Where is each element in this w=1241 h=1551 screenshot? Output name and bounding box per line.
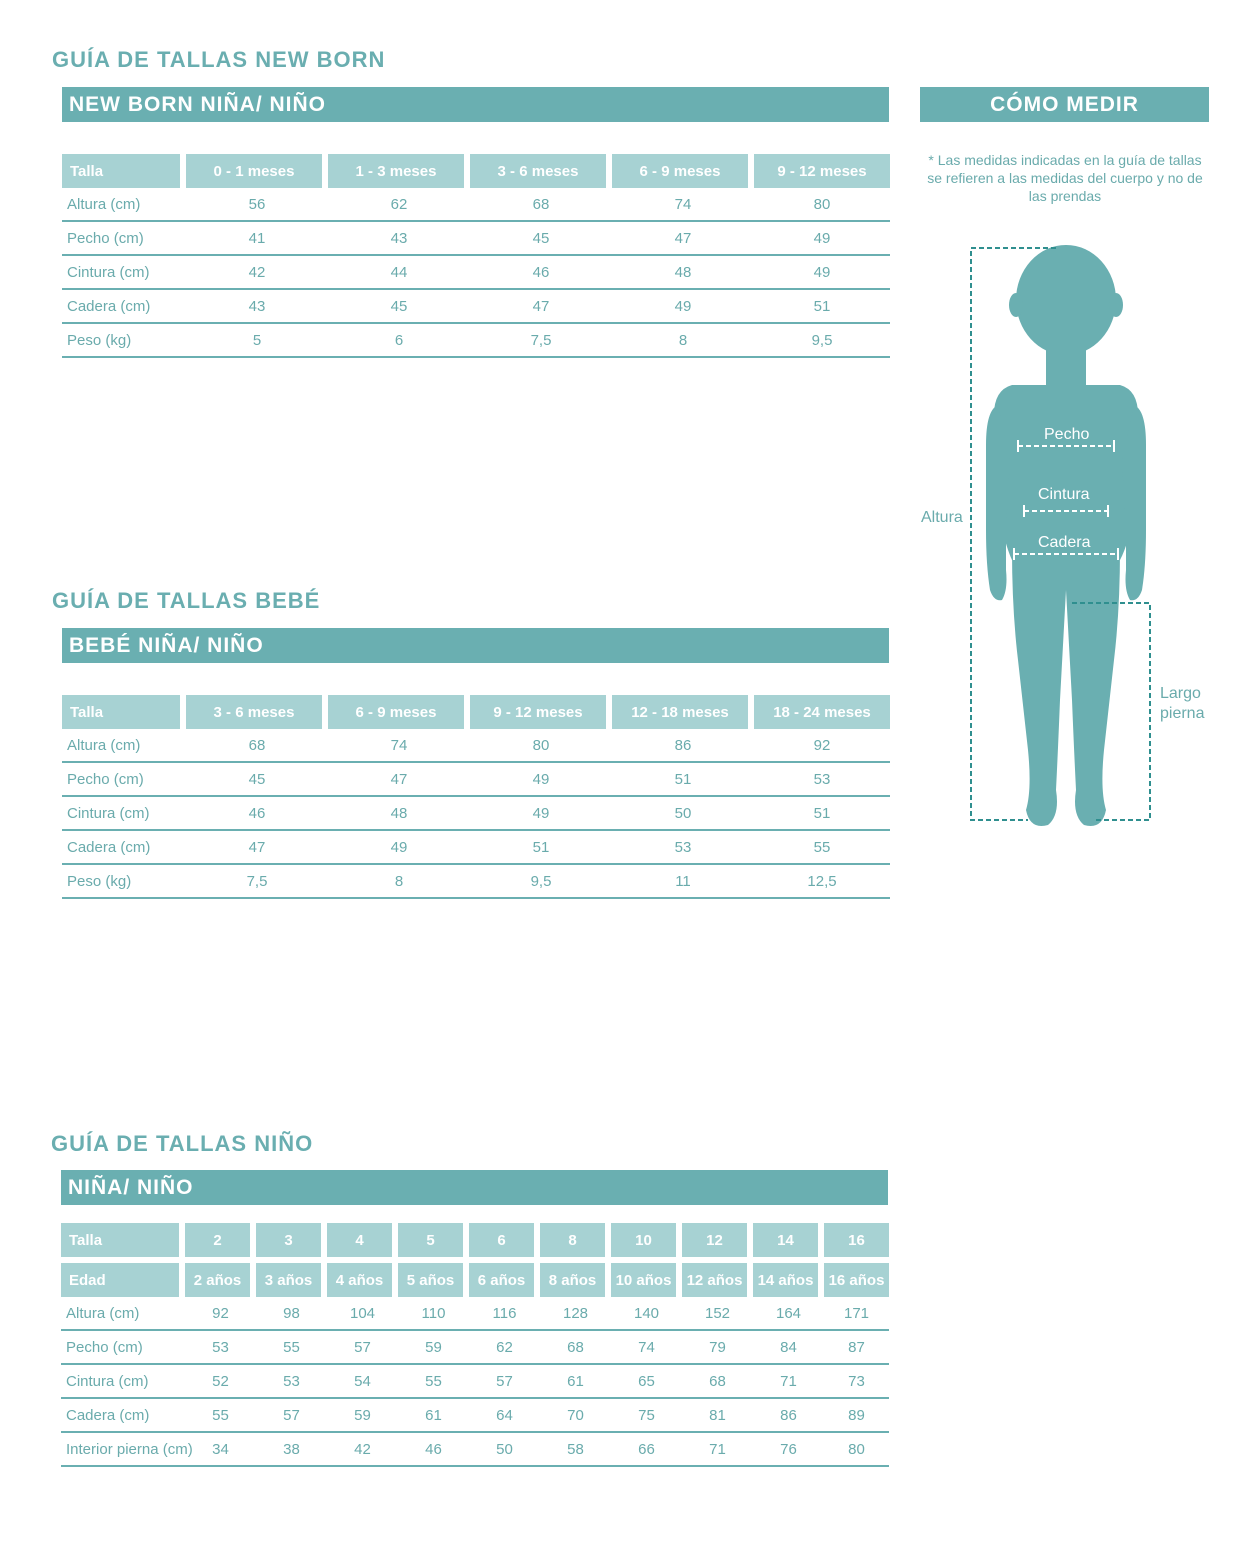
value-cell: 152 <box>682 1297 753 1331</box>
value-cell: 51 <box>754 797 890 831</box>
header-cell: 14 <box>753 1223 824 1257</box>
value-cell: 57 <box>469 1365 540 1399</box>
row-label-cell: Cadera (cm) <box>62 831 186 865</box>
value-cell: 68 <box>186 729 328 763</box>
header-cell: 8 <box>540 1223 611 1257</box>
cadera-label: Cadera <box>1038 534 1091 551</box>
value-cell: 80 <box>824 1433 889 1467</box>
value-cell: 48 <box>328 797 470 831</box>
value-cell: 49 <box>328 831 470 865</box>
value-cell: 59 <box>327 1399 398 1433</box>
value-cell: 68 <box>682 1365 753 1399</box>
value-cell: 79 <box>682 1331 753 1365</box>
table-row <box>62 188 890 222</box>
value-cell: 53 <box>256 1365 327 1399</box>
newborn-title-bar: NEW BORN NIÑA/ NIÑO <box>62 87 889 122</box>
value-cell: 55 <box>185 1399 256 1433</box>
row-label-cell: Cadera (cm) <box>62 290 186 324</box>
value-cell: 7,5 <box>470 324 612 358</box>
value-cell: 54 <box>327 1365 398 1399</box>
value-cell: 57 <box>256 1399 327 1433</box>
value-cell: 7,5 <box>186 865 328 899</box>
value-cell: 128 <box>540 1297 611 1331</box>
table-row <box>61 1331 889 1365</box>
value-cell: 98 <box>256 1297 327 1331</box>
value-cell: 58 <box>540 1433 611 1467</box>
table-header <box>62 695 890 729</box>
header-cell: 3 - 6 meses <box>186 695 328 729</box>
value-cell: 45 <box>328 290 470 324</box>
value-cell: 12,5 <box>754 865 890 899</box>
row-label-cell: Peso (kg) <box>62 324 186 358</box>
header-cell: 3 - 6 meses <box>470 154 612 188</box>
header-cell: 3 <box>256 1223 327 1257</box>
value-cell: 45 <box>186 763 328 797</box>
value-cell: 9,5 <box>470 865 612 899</box>
value-cell: 89 <box>824 1399 889 1433</box>
table-body <box>62 188 890 358</box>
value-cell: 46 <box>186 797 328 831</box>
value-cell: 11 <box>612 865 754 899</box>
value-cell: 87 <box>824 1331 889 1365</box>
cintura-label: Cintura <box>1038 486 1090 503</box>
value-cell: 74 <box>612 188 754 222</box>
pecho-label: Pecho <box>1044 426 1090 443</box>
header-cell: 6 años <box>469 1257 540 1297</box>
bebe-size-table <box>62 695 890 899</box>
newborn-section-title: GUÍA DE TALLAS NEW BORN <box>52 47 386 72</box>
newborn-size-table <box>62 154 890 358</box>
value-cell: 57 <box>327 1331 398 1365</box>
value-cell: 50 <box>612 797 754 831</box>
value-cell: 51 <box>754 290 890 324</box>
value-cell: 66 <box>611 1433 682 1467</box>
value-cell: 75 <box>611 1399 682 1433</box>
value-cell: 110 <box>398 1297 469 1331</box>
value-cell: 49 <box>470 797 612 831</box>
value-cell: 55 <box>256 1331 327 1365</box>
table-row <box>61 1399 889 1433</box>
largo-pierna-label-line1: Largo <box>1160 685 1201 702</box>
header-row <box>61 1223 889 1257</box>
header-cell: 14 años <box>753 1257 824 1297</box>
table-header <box>62 154 890 188</box>
value-cell: 55 <box>398 1365 469 1399</box>
value-cell: 171 <box>824 1297 889 1331</box>
header-label-cell: Talla <box>62 695 186 729</box>
bebe-section-title: GUÍA DE TALLAS BEBÉ <box>52 588 321 613</box>
value-cell: 80 <box>754 188 890 222</box>
value-cell: 43 <box>186 290 328 324</box>
nino-size-table <box>61 1223 889 1467</box>
row-label-cell: Cintura (cm) <box>61 1365 185 1399</box>
row-label-cell: Peso (kg) <box>62 865 186 899</box>
value-cell: 47 <box>612 222 754 256</box>
value-cell: 53 <box>754 763 890 797</box>
header-cell: 8 años <box>540 1257 611 1297</box>
table-row <box>62 763 890 797</box>
table-body <box>61 1297 889 1467</box>
value-cell: 43 <box>328 222 470 256</box>
value-cell: 6 <box>328 324 470 358</box>
header-cell: 9 - 12 meses <box>754 154 890 188</box>
value-cell: 50 <box>469 1433 540 1467</box>
row-label-cell: Cintura (cm) <box>62 797 186 831</box>
table-row <box>61 1297 889 1331</box>
value-cell: 8 <box>328 865 470 899</box>
value-cell: 92 <box>754 729 890 763</box>
nino-title-bar: NIÑA/ NIÑO <box>61 1170 888 1205</box>
table-body <box>62 729 890 899</box>
value-cell: 42 <box>186 256 328 290</box>
table-header <box>61 1223 889 1297</box>
value-cell: 49 <box>470 763 612 797</box>
value-cell: 68 <box>540 1331 611 1365</box>
table-row <box>62 729 890 763</box>
value-cell: 59 <box>398 1331 469 1365</box>
value-cell: 116 <box>469 1297 540 1331</box>
header-cell: 18 - 24 meses <box>754 695 890 729</box>
value-cell: 51 <box>470 831 612 865</box>
table-row <box>62 290 890 324</box>
value-cell: 42 <box>327 1433 398 1467</box>
header-label-cell: Talla <box>62 154 186 188</box>
header-label-cell: Edad <box>61 1257 185 1297</box>
value-cell: 73 <box>824 1365 889 1399</box>
value-cell: 41 <box>186 222 328 256</box>
header-cell: 0 - 1 meses <box>186 154 328 188</box>
header-row <box>62 695 890 729</box>
row-label-cell: Interior pierna (cm) <box>61 1433 185 1467</box>
value-cell: 47 <box>186 831 328 865</box>
value-cell: 86 <box>753 1399 824 1433</box>
table-row <box>61 1433 889 1467</box>
table-row <box>61 1365 889 1399</box>
header-cell: 16 años <box>824 1257 889 1297</box>
value-cell: 9,5 <box>754 324 890 358</box>
value-cell: 104 <box>327 1297 398 1331</box>
table-row <box>62 324 890 358</box>
largo-pierna-label-line2: pierna <box>1160 705 1205 722</box>
value-cell: 74 <box>328 729 470 763</box>
header-cell: 5 años <box>398 1257 469 1297</box>
value-cell: 49 <box>754 222 890 256</box>
value-cell: 62 <box>328 188 470 222</box>
value-cell: 48 <box>612 256 754 290</box>
value-cell: 92 <box>185 1297 256 1331</box>
value-cell: 164 <box>753 1297 824 1331</box>
header-cell: 16 <box>824 1223 889 1257</box>
value-cell: 71 <box>753 1365 824 1399</box>
row-label-cell: Pecho (cm) <box>62 222 186 256</box>
header-cell: 4 años <box>327 1257 398 1297</box>
value-cell: 51 <box>612 763 754 797</box>
header-row <box>62 154 890 188</box>
header-cell: 9 - 12 meses <box>470 695 612 729</box>
row-label-cell: Altura (cm) <box>62 729 186 763</box>
header-cell: 4 <box>327 1223 398 1257</box>
value-cell: 52 <box>185 1365 256 1399</box>
header-cell: 10 años <box>611 1257 682 1297</box>
row-label-cell: Cadera (cm) <box>61 1399 185 1433</box>
value-cell: 70 <box>540 1399 611 1433</box>
nino-section-title: GUÍA DE TALLAS NIÑO <box>51 1131 314 1156</box>
value-cell: 61 <box>540 1365 611 1399</box>
value-cell: 46 <box>398 1433 469 1467</box>
value-cell: 74 <box>611 1331 682 1365</box>
header-cell: 12 años <box>682 1257 753 1297</box>
value-cell: 61 <box>398 1399 469 1433</box>
como-medir-bar: CÓMO MEDIR <box>920 87 1209 122</box>
value-cell: 5 <box>186 324 328 358</box>
value-cell: 80 <box>470 729 612 763</box>
row-label-cell: Altura (cm) <box>62 188 186 222</box>
value-cell: 68 <box>470 188 612 222</box>
header-cell: 3 años <box>256 1257 327 1297</box>
value-cell: 49 <box>754 256 890 290</box>
header-cell: 12 <box>682 1223 753 1257</box>
header-cell: 10 <box>611 1223 682 1257</box>
header-label-cell: Talla <box>61 1223 185 1257</box>
value-cell: 65 <box>611 1365 682 1399</box>
header-cell: 1 - 3 meses <box>328 154 470 188</box>
value-cell: 81 <box>682 1399 753 1433</box>
value-cell: 56 <box>186 188 328 222</box>
header-cell: 6 - 9 meses <box>612 154 754 188</box>
value-cell: 55 <box>754 831 890 865</box>
row-label-cell: Cintura (cm) <box>62 256 186 290</box>
value-cell: 86 <box>612 729 754 763</box>
value-cell: 38 <box>256 1433 327 1467</box>
value-cell: 62 <box>469 1331 540 1365</box>
value-cell: 53 <box>185 1331 256 1365</box>
value-cell: 76 <box>753 1433 824 1467</box>
table-row <box>62 865 890 899</box>
header-cell: 6 <box>469 1223 540 1257</box>
value-cell: 84 <box>753 1331 824 1365</box>
value-cell: 8 <box>612 324 754 358</box>
value-cell: 34 <box>185 1433 256 1467</box>
value-cell: 53 <box>612 831 754 865</box>
table-row <box>62 797 890 831</box>
header-row <box>61 1257 889 1297</box>
row-label-cell: Pecho (cm) <box>61 1331 185 1365</box>
bebe-title-bar: BEBÉ NIÑA/ NIÑO <box>62 628 889 663</box>
value-cell: 64 <box>469 1399 540 1433</box>
table-row <box>62 831 890 865</box>
altura-label: Altura <box>921 509 963 526</box>
row-label-cell: Pecho (cm) <box>62 763 186 797</box>
value-cell: 47 <box>328 763 470 797</box>
header-cell: 2 <box>185 1223 256 1257</box>
header-cell: 5 <box>398 1223 469 1257</box>
value-cell: 46 <box>470 256 612 290</box>
value-cell: 47 <box>470 290 612 324</box>
value-cell: 44 <box>328 256 470 290</box>
value-cell: 140 <box>611 1297 682 1331</box>
table-row <box>62 256 890 290</box>
value-cell: 45 <box>470 222 612 256</box>
header-cell: 2 años <box>185 1257 256 1297</box>
table-row <box>62 222 890 256</box>
header-cell: 12 - 18 meses <box>612 695 754 729</box>
row-label-cell: Altura (cm) <box>61 1297 185 1331</box>
value-cell: 71 <box>682 1433 753 1467</box>
value-cell: 49 <box>612 290 754 324</box>
header-cell: 6 - 9 meses <box>328 695 470 729</box>
measurement-note: * Las medidas indicadas en la guía de tallas se refieren a las medidas del cuerpo y no de las prendas <box>927 152 1203 204</box>
